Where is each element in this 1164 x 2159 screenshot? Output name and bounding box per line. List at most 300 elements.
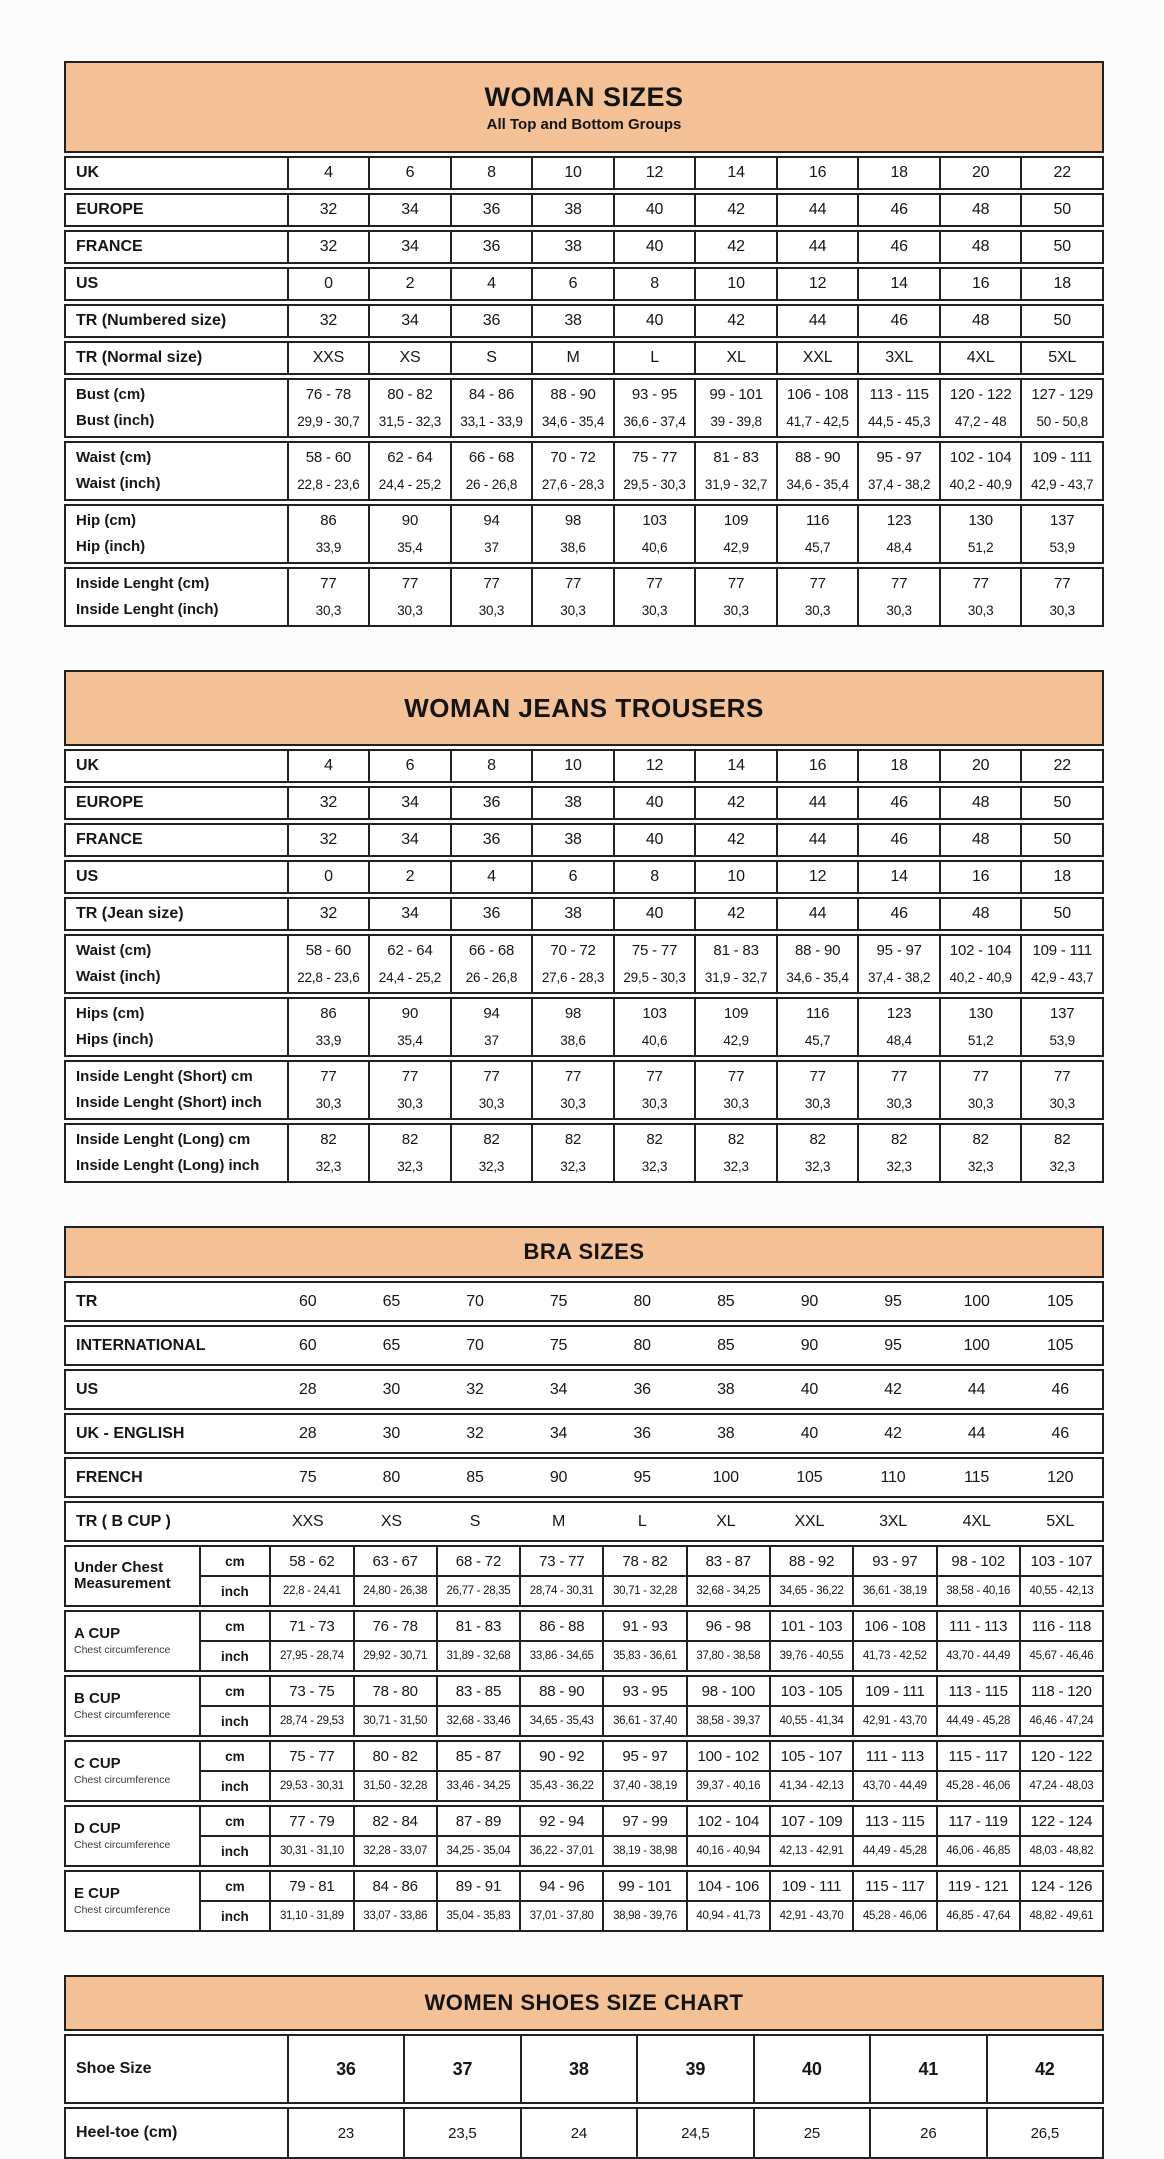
size-cell: 48 xyxy=(939,825,1021,855)
cup-subrow-top xyxy=(199,1547,1102,1577)
bra-cell: 30 xyxy=(382,1380,401,1398)
shoe-cell: 41 xyxy=(869,2036,985,2102)
cup-cell: 34,65 - 35,43 xyxy=(519,1707,602,1735)
size-cell: 16 xyxy=(776,158,858,188)
bra-cell: 4XL xyxy=(962,1512,991,1530)
size-value-inch: 30,3 xyxy=(886,1096,912,1111)
size-value-inch: 31,9 - 32,7 xyxy=(704,970,768,985)
size-value-cm: 76 - 78 xyxy=(305,386,352,403)
cup-label xyxy=(66,1677,199,1735)
size-cell-pair xyxy=(857,380,939,436)
bra-cell: 60 xyxy=(299,1336,317,1354)
cup-cell: 115 - 117 xyxy=(936,1742,1019,1770)
cup-cell: 91 - 93 xyxy=(602,1612,685,1640)
size-cell-pair xyxy=(776,1125,858,1181)
cup-cell: 35,83 - 36,61 xyxy=(602,1642,685,1670)
size-cell: 38 xyxy=(531,306,613,336)
size-value-cm: 75 - 77 xyxy=(631,449,678,466)
size-value-cm: 77 xyxy=(483,575,500,592)
cup-subrow-bot xyxy=(199,1837,1102,1865)
bra-cell: 100 xyxy=(963,1292,990,1310)
size-cell-pair xyxy=(287,506,369,562)
bra-cell: 105 xyxy=(1047,1292,1074,1310)
size-cell: 46 xyxy=(857,232,939,262)
cup-cell: 28,74 - 30,31 xyxy=(519,1577,602,1605)
size-cell-pair xyxy=(1020,569,1102,625)
size-cell-pair xyxy=(939,569,1021,625)
size-value-cm: 116 xyxy=(805,1005,830,1022)
size-row-pair xyxy=(64,934,1104,994)
bra-cell: 80 xyxy=(382,1468,401,1486)
size-cell: 18 xyxy=(1020,862,1102,892)
row-label xyxy=(66,232,287,262)
size-value-cm: 86 xyxy=(320,1005,337,1022)
size-value-inch: 24,4 - 25,2 xyxy=(378,970,442,985)
unit-label: inch xyxy=(199,1837,270,1865)
bra-cup-row xyxy=(64,1545,1104,1607)
size-cell-pair xyxy=(368,569,450,625)
cup-cell: 44,49 - 45,28 xyxy=(852,1837,935,1865)
cup-cell: 97 - 99 xyxy=(602,1807,685,1835)
bra-cell: 30 xyxy=(382,1424,401,1442)
cup-cell: 32,28 - 33,07 xyxy=(353,1837,436,1865)
cup-cell: 115 - 117 xyxy=(852,1872,935,1900)
size-cell: 5XL xyxy=(1020,343,1102,373)
unit-label: inch xyxy=(199,1772,270,1800)
size-value-inch: 33,9 xyxy=(315,1033,342,1048)
size-cell: 18 xyxy=(1020,269,1102,299)
size-value-inch: 50 - 50,8 xyxy=(1036,414,1088,429)
size-value-inch: 22,8 - 23,6 xyxy=(297,477,360,492)
size-cell-pair xyxy=(287,999,369,1055)
size-cell-pair xyxy=(939,380,1021,436)
row-label-bottom: Waist (inch) xyxy=(76,475,161,492)
cup-label-text: D CUP xyxy=(74,1820,121,1837)
unit-label: cm xyxy=(199,1677,270,1705)
size-cell: 32 xyxy=(287,195,369,225)
size-cell: 2 xyxy=(368,862,450,892)
cup-cell: 124 - 126 xyxy=(1019,1872,1102,1900)
bra-cell: 75 xyxy=(549,1292,568,1310)
bra-cell: 90 xyxy=(800,1336,819,1354)
bra-cell: 110 xyxy=(880,1468,906,1486)
cup-cell: 44,49 - 45,28 xyxy=(936,1707,1019,1735)
cup-cell: 40,55 - 42,13 xyxy=(1019,1577,1102,1605)
cup-cell: 30,31 - 31,10 xyxy=(269,1837,352,1865)
size-value-cm: 109 - 111 xyxy=(1032,449,1092,466)
unit-label: cm xyxy=(199,1742,270,1770)
size-cell: 4XL xyxy=(939,343,1021,373)
size-value-inch: 47,2 - 48 xyxy=(954,414,1007,429)
size-value-cm: 77 xyxy=(320,575,337,592)
size-cell-pair xyxy=(368,380,450,436)
cup-cell: 113 - 115 xyxy=(852,1807,935,1835)
cup-cell: 89 - 91 xyxy=(436,1872,519,1900)
size-cell: 46 xyxy=(857,306,939,336)
size-cell: 38 xyxy=(531,825,613,855)
size-value-cm: 58 - 60 xyxy=(305,942,352,959)
size-cell: 3XL xyxy=(857,343,939,373)
size-cell: 34 xyxy=(368,232,450,262)
cup-cell: 85 - 87 xyxy=(436,1742,519,1770)
size-value-inch: 40,2 - 40,9 xyxy=(949,970,1012,985)
bra-cell: 105 xyxy=(796,1468,823,1486)
size-value-cm: 62 - 64 xyxy=(387,449,433,466)
size-cell-pair xyxy=(613,1125,695,1181)
size-cell-pair xyxy=(287,443,369,499)
size-value-inch: 48,4 xyxy=(886,540,912,555)
size-cell: 40 xyxy=(613,232,695,262)
shoe-cell: 23,5 xyxy=(403,2109,519,2157)
unit-label: cm xyxy=(199,1547,270,1575)
bra-cell: 95 xyxy=(633,1468,651,1486)
unit-label: cm xyxy=(199,1872,270,1900)
cup-cell: 113 - 115 xyxy=(936,1677,1019,1705)
cup-subrow-top xyxy=(199,1742,1102,1772)
bra-cell: 38 xyxy=(717,1424,735,1442)
size-cell: 36 xyxy=(450,306,532,336)
size-value-cm: 102 - 104 xyxy=(949,449,1012,466)
row-label xyxy=(66,1062,287,1118)
size-cell: 40 xyxy=(613,195,695,225)
cup-cell: 48,82 - 49,61 xyxy=(1019,1902,1102,1930)
size-value-cm: 106 - 108 xyxy=(786,386,849,403)
size-cell: XL xyxy=(694,343,776,373)
bra-sizes-header xyxy=(64,1226,1104,1278)
size-value-inch: 26 - 26,8 xyxy=(465,477,518,492)
size-cell: 48 xyxy=(939,306,1021,336)
size-cell: 44 xyxy=(776,306,858,336)
cup-cell: 46,46 - 47,24 xyxy=(1019,1707,1102,1735)
cup-cell: 39,76 - 40,55 xyxy=(769,1642,852,1670)
cup-label-text: A CUP xyxy=(74,1625,121,1642)
cup-cell: 34,25 - 35,04 xyxy=(436,1837,519,1865)
size-cell-pair xyxy=(450,380,532,436)
size-value-inch: 29,9 - 30,7 xyxy=(297,414,360,429)
cup-cell: 30,71 - 31,50 xyxy=(353,1707,436,1735)
row-label-text: UK - ENGLISH xyxy=(76,1424,185,1442)
row-label-bottom: Waist (inch) xyxy=(76,968,161,985)
woman-sizes-title: WOMAN SIZES xyxy=(484,81,684,112)
size-cell: 32 xyxy=(287,232,369,262)
size-value-cm: 94 xyxy=(483,1005,500,1022)
cup-cell: 81 - 83 xyxy=(436,1612,519,1640)
size-cell: 42 xyxy=(694,899,776,929)
size-value-cm: 95 - 97 xyxy=(876,449,922,466)
cup-cell: 79 - 81 xyxy=(269,1872,352,1900)
size-cell: 14 xyxy=(694,158,776,188)
cup-sublabel: Chest circumference xyxy=(74,1839,171,1851)
size-cell-pair xyxy=(694,936,776,992)
size-cell: 16 xyxy=(939,269,1021,299)
size-cell-pair xyxy=(450,443,532,499)
size-cell-pair xyxy=(450,506,532,562)
size-cell-pair xyxy=(857,1125,939,1181)
bra-row xyxy=(64,1369,1104,1410)
size-row-pair xyxy=(64,567,1104,627)
jeans-trousers-title: WOMAN JEANS TROUSERS xyxy=(404,692,764,723)
row-label-text: FRENCH xyxy=(76,1468,143,1486)
size-value-inch: 32,3 xyxy=(804,1159,831,1174)
bra-cell: 44 xyxy=(967,1380,986,1398)
size-cell: 12 xyxy=(613,751,695,781)
size-cell: 48 xyxy=(939,899,1021,929)
size-value-cm: 82 xyxy=(809,1131,826,1148)
cup-subrow-bot xyxy=(199,1577,1102,1605)
size-value-cm: 93 - 95 xyxy=(631,386,678,403)
size-value-cm: 86 xyxy=(320,512,337,529)
size-cell: 44 xyxy=(776,788,858,818)
size-value-inch: 26 - 26,8 xyxy=(465,970,518,985)
cup-cell: 77 - 79 xyxy=(269,1807,352,1835)
size-cell-pair xyxy=(613,936,695,992)
size-cell-pair xyxy=(1020,443,1102,499)
size-cell: 22 xyxy=(1020,751,1102,781)
size-value-cm: 82 xyxy=(972,1131,989,1148)
size-cell-pair xyxy=(694,1062,776,1118)
size-cell: 12 xyxy=(613,158,695,188)
size-cell-pair xyxy=(531,569,613,625)
bra-row xyxy=(64,1501,1104,1542)
cup-cell: 73 - 75 xyxy=(269,1677,352,1705)
size-value-cm: 77 xyxy=(972,575,989,592)
cup-cell: 38,58 - 40,16 xyxy=(936,1577,1019,1605)
bra-cell: 85 xyxy=(717,1292,735,1310)
cup-cell: 78 - 82 xyxy=(602,1547,685,1575)
cup-cell: 86 - 88 xyxy=(519,1612,602,1640)
shoe-cell: 24 xyxy=(520,2109,636,2157)
shoe-cell: 37 xyxy=(403,2036,519,2102)
size-cell-pair xyxy=(694,569,776,625)
cup-subrow-bot xyxy=(199,1642,1102,1670)
size-value-cm: 109 xyxy=(723,512,749,529)
size-value-inch: 41,7 - 42,5 xyxy=(786,414,849,429)
size-value-inch: 30,3 xyxy=(560,1096,586,1111)
size-value-cm: 88 - 90 xyxy=(794,449,841,466)
size-value-cm: 77 xyxy=(1054,1068,1071,1085)
size-value-inch: 34,6 - 35,4 xyxy=(786,970,849,985)
cup-cell: 83 - 85 xyxy=(436,1677,519,1705)
size-cell: M xyxy=(531,343,613,373)
size-cell: 36 xyxy=(450,899,532,929)
cup-cell: 41,34 - 42,13 xyxy=(769,1772,852,1800)
cup-cell: 73 - 77 xyxy=(519,1547,602,1575)
size-cell: 4 xyxy=(450,269,532,299)
size-cell-pair xyxy=(857,936,939,992)
size-cell: 50 xyxy=(1020,788,1102,818)
cup-cell: 33,86 - 34,65 xyxy=(519,1642,602,1670)
row-label-top: Inside Lenght (Short) cm xyxy=(76,1068,253,1085)
size-value-cm: 82 xyxy=(727,1131,745,1148)
row-label-top: Hips (cm) xyxy=(76,1005,145,1022)
bra-sizes-rows xyxy=(64,1281,1104,1542)
bra-cell: 60 xyxy=(299,1292,317,1310)
bra-cell: 75 xyxy=(549,1336,568,1354)
cup-label-text: E CUP xyxy=(74,1885,120,1902)
cup-cell: 117 - 119 xyxy=(936,1807,1019,1835)
bra-cell: 32 xyxy=(466,1380,484,1398)
bra-row xyxy=(64,1325,1104,1366)
size-cell: 34 xyxy=(368,195,450,225)
size-value-cm: 102 - 104 xyxy=(949,942,1012,959)
row-label-text: TR ( B CUP ) xyxy=(76,1512,171,1530)
unit-label: inch xyxy=(199,1577,270,1605)
cup-cell: 98 - 100 xyxy=(686,1677,769,1705)
size-value-cm: 90 xyxy=(401,1005,419,1022)
bra-cup-row xyxy=(64,1610,1104,1672)
shoes-size-title: WOMEN SHOES SIZE CHART xyxy=(424,1990,744,2015)
size-cell-pair xyxy=(368,936,450,992)
size-cell-pair xyxy=(776,999,858,1055)
cup-cell: 45,28 - 46,06 xyxy=(936,1772,1019,1800)
size-cell-pair xyxy=(531,936,613,992)
cup-cell: 43,70 - 44,49 xyxy=(936,1642,1019,1670)
size-value-inch: 30,3 xyxy=(478,603,505,618)
bra-cell: 65 xyxy=(382,1292,401,1310)
size-cell-pair xyxy=(776,380,858,436)
size-value-cm: 77 xyxy=(727,1068,745,1085)
cup-cell: 84 - 86 xyxy=(353,1872,436,1900)
bra-cell: 70 xyxy=(466,1292,484,1310)
size-cell-pair xyxy=(1020,936,1102,992)
size-cell: 14 xyxy=(694,751,776,781)
row-label xyxy=(66,1327,266,1364)
size-value-inch: 38,6 xyxy=(560,1033,586,1048)
size-cell-pair xyxy=(531,1125,613,1181)
size-value-cm: 130 xyxy=(968,512,993,529)
size-cell: 48 xyxy=(939,195,1021,225)
unit-label: inch xyxy=(199,1642,270,1670)
cup-cell: 38,58 - 39,37 xyxy=(686,1707,769,1735)
cup-cell: 109 - 111 xyxy=(852,1677,935,1705)
size-cell-pair xyxy=(450,936,532,992)
size-value-cm: 77 xyxy=(401,575,419,592)
shoe-cell: 39 xyxy=(636,2036,752,2102)
row-label xyxy=(66,1125,287,1181)
size-cell-pair xyxy=(1020,506,1102,562)
row-label-bottom: Bust (inch) xyxy=(76,412,155,429)
cup-cell: 30,71 - 32,28 xyxy=(602,1577,685,1605)
size-cell-pair xyxy=(1020,999,1102,1055)
cup-label xyxy=(66,1612,199,1670)
size-value-inch: 31,5 - 32,3 xyxy=(378,414,442,429)
bra-cell: 5XL xyxy=(1046,1512,1075,1530)
bra-sizes-table xyxy=(64,1226,1104,1932)
cup-label xyxy=(66,1547,199,1605)
size-cell: 8 xyxy=(613,862,695,892)
cup-subrow-bot xyxy=(199,1707,1102,1735)
size-cell-pair xyxy=(450,1062,532,1118)
size-value-inch: 30,3 xyxy=(560,603,586,618)
bra-cell: 85 xyxy=(717,1336,735,1354)
shoe-cell: 24,5 xyxy=(636,2109,752,2157)
size-row xyxy=(64,304,1104,338)
row-label-bottom: Inside Lenght (Long) inch xyxy=(76,1157,260,1174)
cup-cell: 38,19 - 38,98 xyxy=(602,1837,685,1865)
size-cell: 10 xyxy=(694,862,776,892)
cup-cell: 42,13 - 42,91 xyxy=(769,1837,852,1865)
size-value-cm: 123 xyxy=(886,512,912,529)
size-cell: 42 xyxy=(694,788,776,818)
size-value-cm: 70 - 72 xyxy=(550,449,596,466)
bra-cup-row xyxy=(64,1870,1104,1932)
row-label-text: EUROPE xyxy=(76,201,144,218)
cup-cell: 87 - 89 xyxy=(436,1807,519,1835)
size-cell: 48 xyxy=(939,232,1021,262)
size-cell: XS xyxy=(368,343,450,373)
size-value-cm: 82 xyxy=(646,1131,663,1148)
size-value-inch: 37 xyxy=(484,540,499,555)
size-value-inch: 39 - 39,8 xyxy=(710,414,762,429)
cup-subrow-bot xyxy=(199,1772,1102,1800)
row-label-top: Inside Lenght (Long) cm xyxy=(76,1131,251,1148)
jeans-trousers-header xyxy=(64,670,1104,746)
cup-cell: 104 - 106 xyxy=(686,1872,769,1900)
size-cell-pair xyxy=(857,1062,939,1118)
cup-subrow-top xyxy=(199,1612,1102,1642)
size-cell: 50 xyxy=(1020,899,1102,929)
cup-sublabel: Chest circumference xyxy=(74,1774,171,1786)
cup-sublabel: Chest circumference xyxy=(74,1904,171,1916)
size-cell-pair xyxy=(694,999,776,1055)
shoe-row xyxy=(64,2034,1104,2104)
cup-cell: 95 - 97 xyxy=(602,1742,685,1770)
size-value-cm: 123 xyxy=(886,1005,912,1022)
size-cell: 34 xyxy=(368,899,450,929)
row-label xyxy=(66,1459,266,1496)
cup-cell: 116 - 118 xyxy=(1019,1612,1102,1640)
bra-row xyxy=(64,1457,1104,1498)
size-cell: 40 xyxy=(613,306,695,336)
cup-cell: 38,98 - 39,76 xyxy=(602,1902,685,1930)
bra-cell: XS xyxy=(380,1512,402,1530)
size-row-pair xyxy=(64,378,1104,438)
size-value-inch: 32,3 xyxy=(315,1159,342,1174)
bra-cell: 85 xyxy=(466,1468,484,1486)
row-label-text: US xyxy=(76,1380,99,1398)
cup-cell: 111 - 113 xyxy=(936,1612,1019,1640)
row-label xyxy=(66,1415,266,1452)
cup-cell: 37,01 - 37,80 xyxy=(519,1902,602,1930)
size-cell: XXS xyxy=(287,343,369,373)
size-value-inch: 51,2 xyxy=(967,1033,994,1048)
size-row xyxy=(64,156,1104,190)
size-cell-pair xyxy=(368,999,450,1055)
cup-cell: 46,06 - 46,85 xyxy=(936,1837,1019,1865)
row-label-top: Bust (cm) xyxy=(76,386,146,403)
bra-cell: 3XL xyxy=(879,1512,907,1530)
size-cell: 46 xyxy=(857,788,939,818)
size-value-cm: 77 xyxy=(646,1068,663,1085)
size-row xyxy=(64,267,1104,301)
cup-cell: 31,50 - 32,28 xyxy=(353,1772,436,1800)
size-value-cm: 77 xyxy=(809,575,826,592)
size-value-inch: 51,2 xyxy=(967,540,994,555)
cup-subrow-top xyxy=(199,1677,1102,1707)
bra-cell: XL xyxy=(716,1512,736,1530)
row-label xyxy=(66,999,287,1055)
cup-cell: 31,10 - 31,89 xyxy=(269,1902,352,1930)
size-cell: 16 xyxy=(939,862,1021,892)
row-label xyxy=(66,788,287,818)
row-label-top: Hip (cm) xyxy=(76,512,136,529)
size-value-cm: 77 xyxy=(401,1068,419,1085)
size-value-cm: 82 xyxy=(890,1131,908,1148)
cup-cell: 33,07 - 33,86 xyxy=(353,1902,436,1930)
cup-label-text: C CUP xyxy=(74,1755,121,1772)
size-value-inch: 45,7 xyxy=(804,540,831,555)
bra-cell: 120 xyxy=(1047,1468,1074,1486)
